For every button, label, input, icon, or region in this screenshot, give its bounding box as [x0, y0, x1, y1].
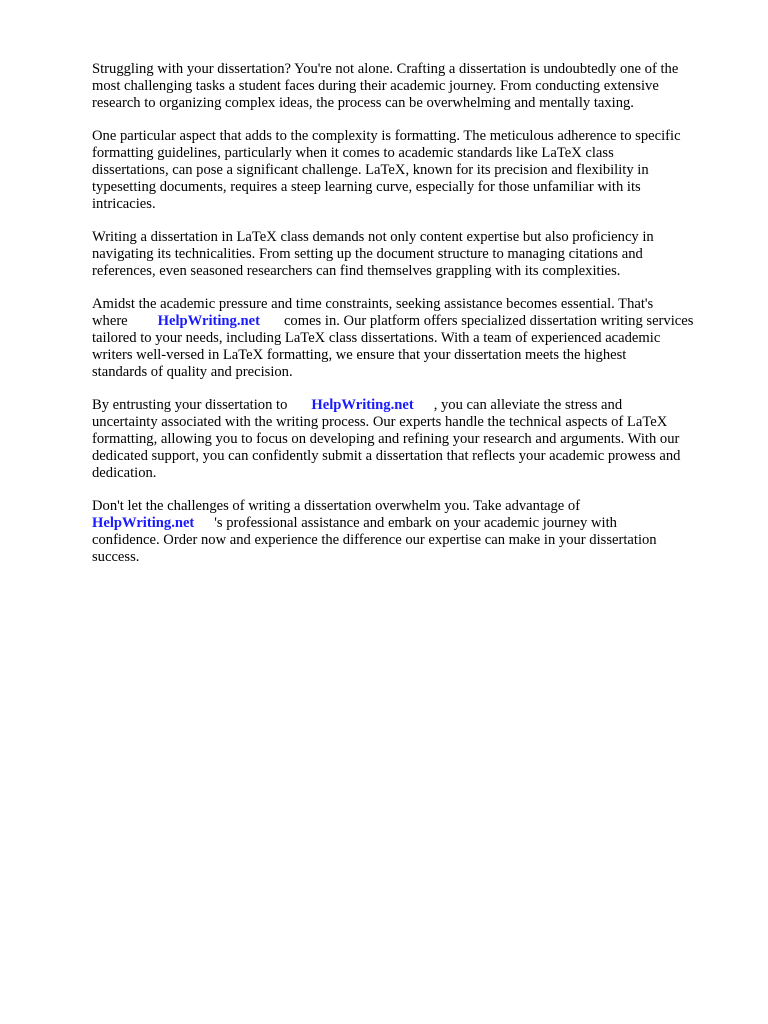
text-line: dedicated support, you can confidently submit a dissertation that reflects your academic prowess and — [92, 448, 681, 464]
text-line: most challenging tasks a student faces during their academic journey. From conducting extensive — [92, 78, 659, 94]
paragraph-formatting — [92, 128, 728, 213]
paragraph-assistance — [92, 296, 728, 381]
helpwriting-link[interactable]: HelpWriting.net — [311, 397, 414, 413]
document-body — [92, 61, 728, 582]
text-line: success. — [92, 549, 140, 565]
text-line: intricacies. — [92, 196, 156, 212]
text-line: dissertations, can pose a significant challenge. LaTeX, known for its precision and flexibility in — [92, 162, 649, 178]
text-fragment: , you can alleviate the stress and — [433, 397, 623, 413]
text-line: formatting guidelines, particularly when it comes to academic standards like LaTeX class — [92, 145, 614, 161]
text-line: Struggling with your dissertation? You're not alone. Crafting a dissertation is undoubtedly one of the — [92, 61, 679, 77]
text-line: references, even seasoned researchers can find themselves grappling with its complexities. — [92, 263, 621, 279]
text-line: Amidst the academic pressure and time constraints, seeking assistance becomes essential. That's — [92, 296, 654, 312]
text-line: formatting, allowing you to focus on developing and refining your research and arguments. With our — [92, 431, 680, 447]
helpwriting-link[interactable]: HelpWriting.net — [157, 313, 260, 329]
paragraph-entrusting — [92, 397, 728, 482]
text-line — [92, 397, 728, 414]
text-line: confidence. Order now and experience the difference our expertise can make in your dissertation — [92, 532, 657, 548]
text-line: One particular aspect that adds to the complexity is formatting. The meticulous adherence to specific — [92, 128, 681, 144]
text-fragment: comes in. Our platform offers specialized dissertation writing services — [283, 313, 694, 329]
helpwriting-link[interactable]: HelpWriting.net — [92, 515, 195, 531]
text-line: uncertainty associated with the writing process. Our experts handle the technical aspects of LaTeX — [92, 414, 668, 430]
text-line: tailored to your needs, including LaTeX class dissertations. With a team of experienced academic — [92, 330, 661, 346]
text-line: Don't let the challenges of writing a dissertation overwhelm you. Take advantage of — [92, 498, 581, 514]
text-line: writers well-versed in LaTeX formatting, we ensure that your dissertation meets the highest — [92, 347, 627, 363]
text-line: research to organizing complex ideas, the process can be overwhelming and mentally taxing. — [92, 95, 634, 111]
text-fragment: By entrusting your dissertation to — [92, 397, 288, 413]
text-fragment: 's professional assistance and embark on your academic journey with — [214, 515, 617, 531]
text-line — [92, 515, 728, 532]
paragraph-intro — [92, 61, 728, 112]
paragraph-latex — [92, 229, 728, 280]
text-line: Writing a dissertation in LaTeX class demands not only content expertise but also proficiency in — [92, 229, 654, 245]
text-line — [92, 313, 728, 330]
text-line: navigating its technicalities. From setting up the document structure to managing citations and — [92, 246, 643, 262]
text-line: dedication. — [92, 465, 157, 481]
paragraph-conclusion — [92, 498, 728, 566]
text-line: typesetting documents, requires a steep learning curve, especially for those unfamiliar with its — [92, 179, 641, 195]
text-fragment: where — [92, 313, 128, 329]
text-line: standards of quality and precision. — [92, 364, 293, 380]
